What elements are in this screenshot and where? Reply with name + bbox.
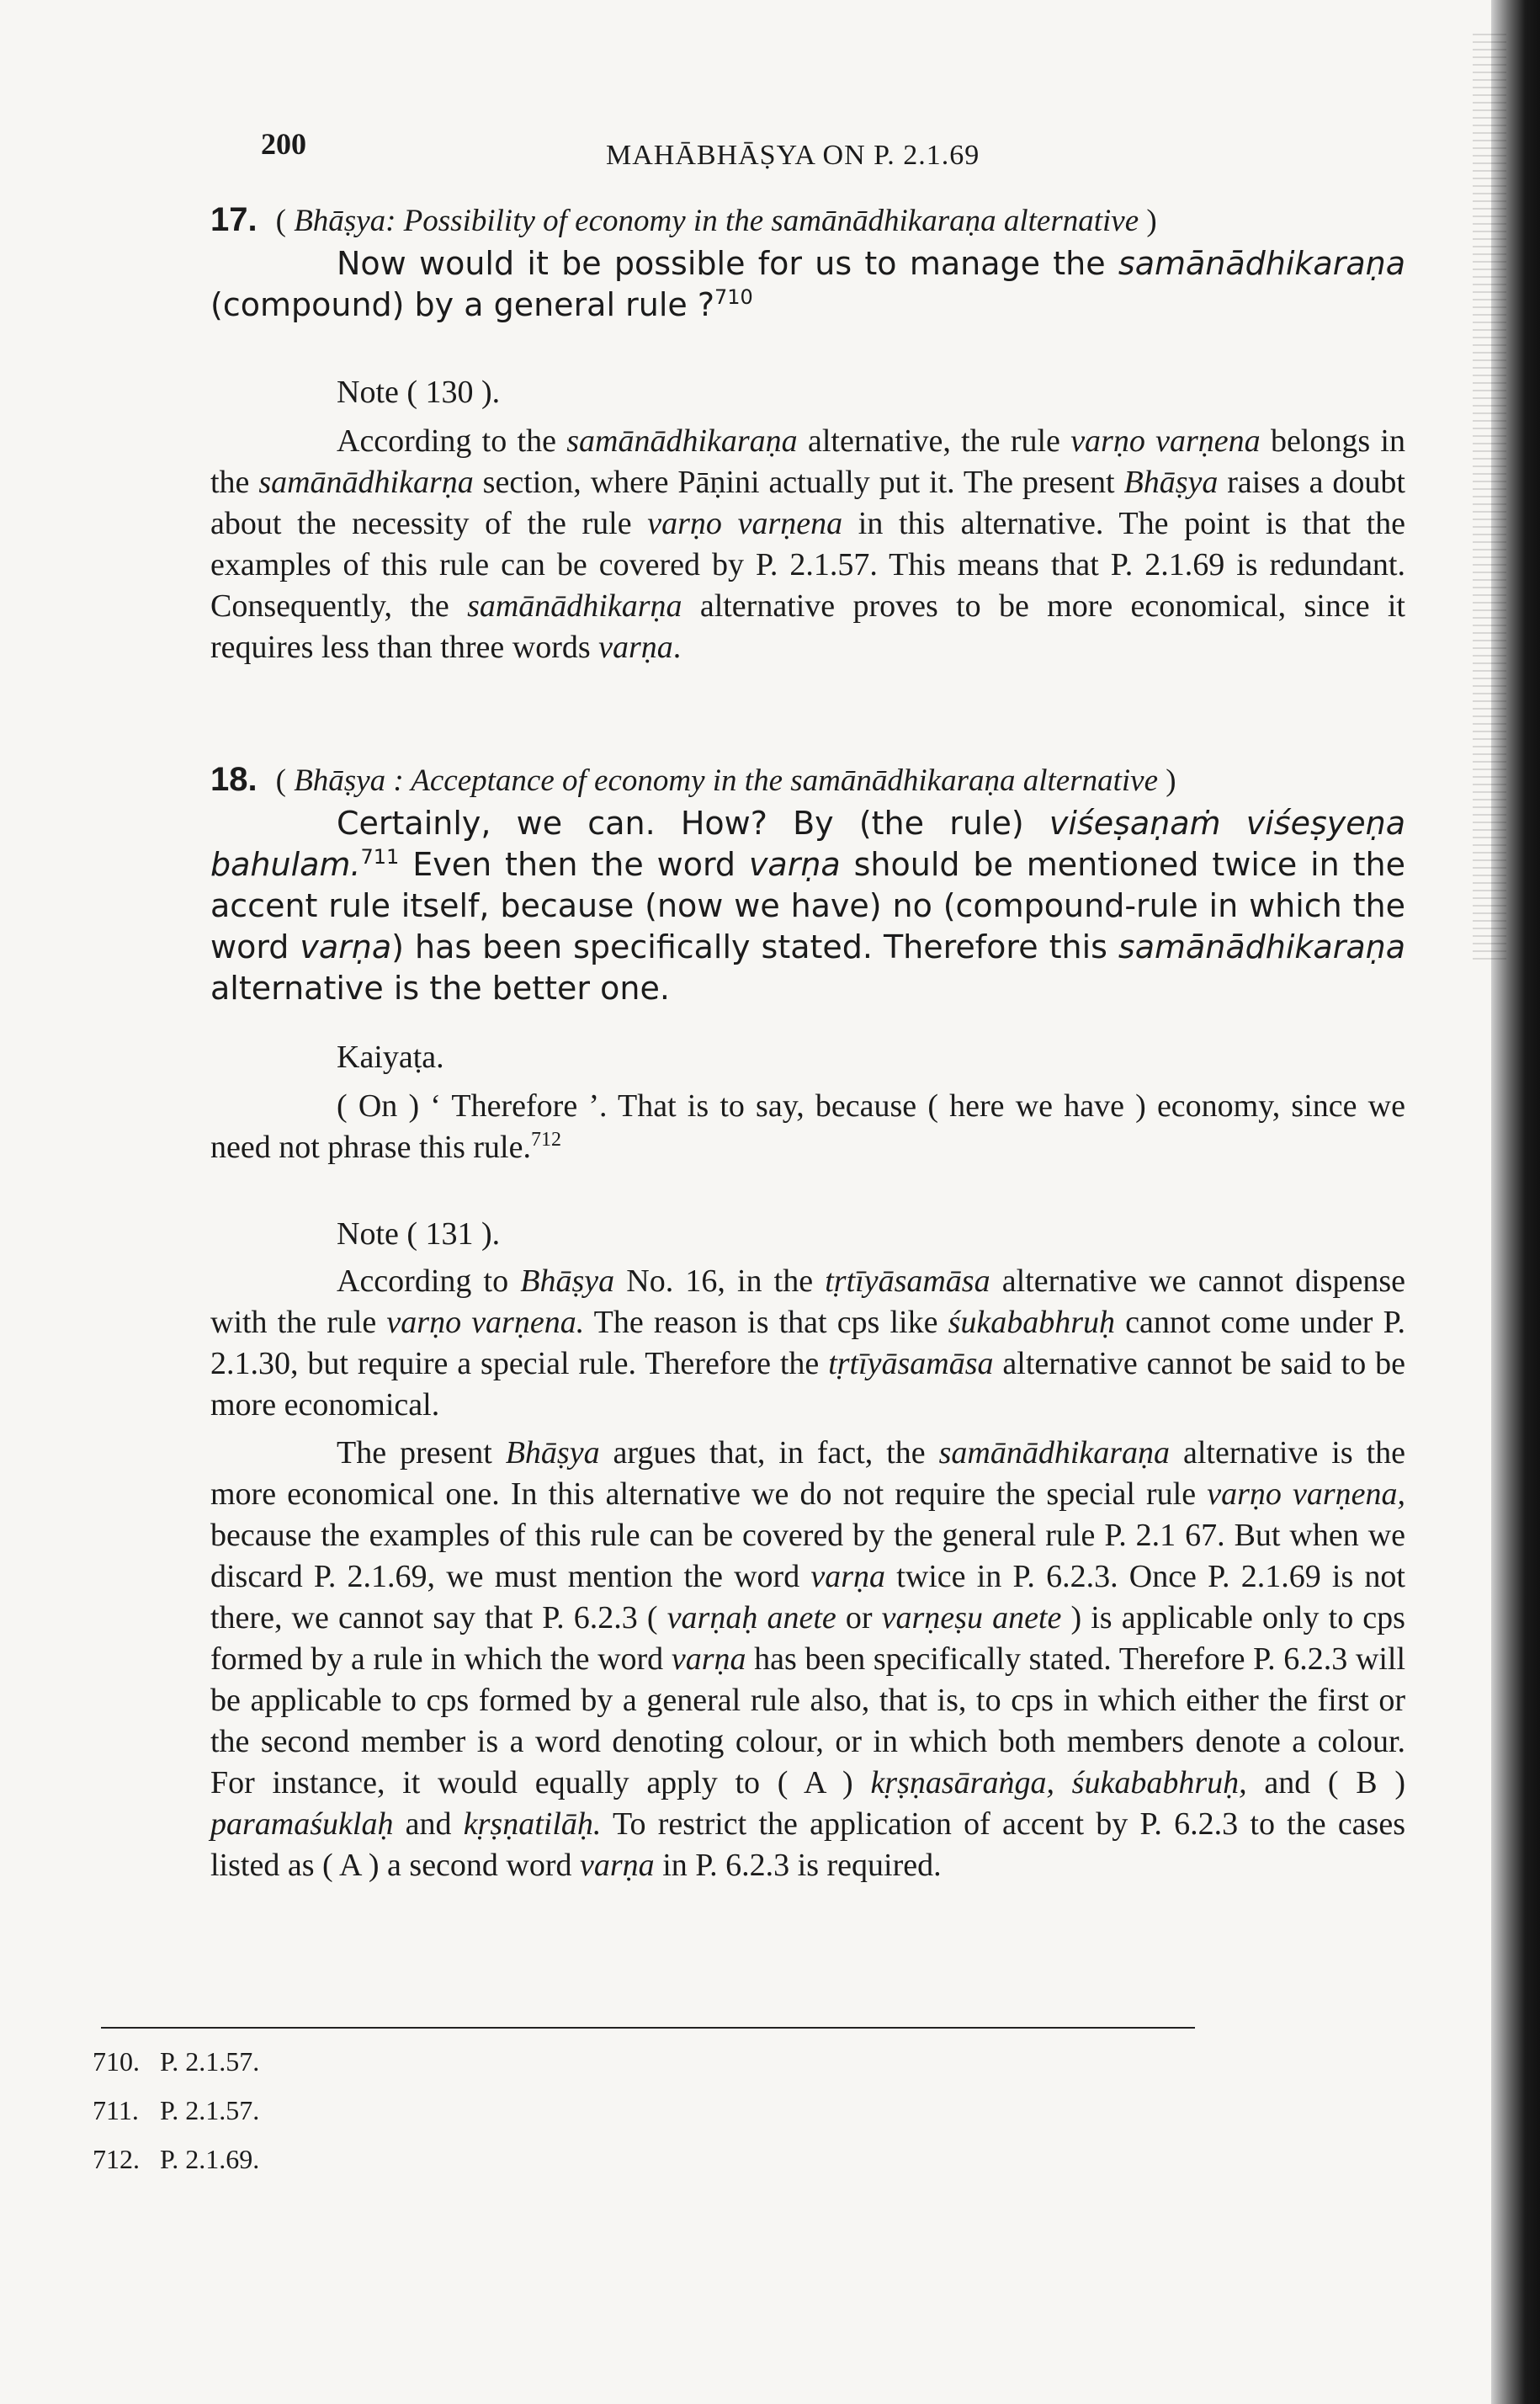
- text-run: and: [393, 1806, 464, 1842]
- text-run: raises a doubt about the necessity of the rule: [210, 465, 1405, 541]
- footnote-number: 710.: [93, 2046, 140, 2077]
- paren-open: (: [275, 204, 286, 238]
- paren-close: ): [1146, 204, 1157, 238]
- note-130-label: Note ( 130 ).: [337, 375, 501, 410]
- italic-term: varṇaḥ anete: [666, 1600, 836, 1635]
- italic-term: kṛṣṇasāraṅga, śukababhruḥ,: [870, 1765, 1247, 1800]
- italic-term: samānādhikaraṇa: [938, 1435, 1171, 1471]
- italic-term: varṇa: [580, 1848, 655, 1883]
- text-run: Even then the word: [399, 846, 749, 883]
- text-run: should be mentioned twice in the accent rule itself, because (now we have) no (compound-rule in which the word: [210, 846, 1406, 965]
- italic-term: varṇa: [300, 928, 392, 965]
- text-run: and ( B ): [1246, 1765, 1405, 1800]
- text-run: cannot come under P. 2.1.30, but require a special rule. Therefore the: [210, 1305, 1406, 1381]
- footnote-ref-712[interactable]: 712: [530, 1129, 561, 1151]
- section-17-text: [210, 243, 1405, 326]
- text-run: The present: [337, 1435, 506, 1471]
- footnote-text: P. 2.1.57.: [160, 2095, 260, 2125]
- text-run: in P. 6.2.3 is required.: [654, 1848, 942, 1883]
- italic-term: samānādhikaraṇa: [566, 423, 798, 459]
- section-17-number: 17.: [210, 201, 258, 238]
- kaiyata-label: Kaiyaṭa.: [337, 1040, 444, 1075]
- italic-term: Bhāṣya: [520, 1263, 615, 1299]
- italic-term: varṇa: [748, 846, 841, 883]
- text-run: No. 16, in the: [614, 1263, 826, 1299]
- section-17: [210, 198, 1405, 326]
- note-130-text: [210, 421, 1405, 668]
- italic-term: paramaśuklaḥ: [210, 1806, 394, 1842]
- text-run: alternative proves to be more economical, since it requires less than three words: [210, 588, 1405, 665]
- text-run: .: [672, 630, 682, 665]
- text-run: twice in P. 6.2.3. Once P. 2.1.69 is not there, we cannot say that P. 6.2.3 (: [210, 1559, 1405, 1635]
- italic-term: Bhāṣya: [505, 1435, 600, 1471]
- italic-term: varṇeṣu anete: [881, 1600, 1062, 1635]
- text-run: (compound) by a general rule ?: [210, 286, 715, 323]
- text-run: The reason is that cps like: [584, 1305, 948, 1340]
- italic-term: varṇa: [671, 1641, 746, 1677]
- text-run: alternative, the rule: [797, 423, 1071, 459]
- paren-open: (: [275, 763, 286, 798]
- page-number: 200: [261, 127, 306, 161]
- section-17-heading: [210, 198, 1405, 243]
- footnote-number: 712.: [93, 2144, 140, 2174]
- italic-term: tṛtīyāsamāsa: [828, 1346, 994, 1381]
- note-130: [210, 370, 1405, 668]
- italic-term: varṇo varṇena.: [386, 1305, 585, 1340]
- note-131-para-2: [210, 1433, 1405, 1886]
- italic-term: tṛtīyāsamāsa: [825, 1263, 990, 1299]
- italic-term: samānādhikaraṇa: [1118, 245, 1405, 282]
- section-17-title: Bhāṣya: Possibility of economy in the samānādhikaraṇa alternative: [294, 204, 1139, 238]
- section-18-text: [210, 803, 1405, 1009]
- footnote-ref-710[interactable]: 710: [714, 285, 753, 309]
- book-page: [210, 118, 1406, 1883]
- italic-term: viśeṣaṇaṁ viśeṣyeṇa bahulam.: [210, 805, 1405, 883]
- running-head: MAHĀBHĀṢYA ON P. 2.1.69: [606, 140, 980, 171]
- section-18-title: Bhāṣya : Acceptance of economy in the samānādhikaraṇa alternative: [294, 763, 1159, 798]
- text-run: section, where Pāṇini actually put it. The present: [473, 465, 1124, 500]
- footnote-ref-711[interactable]: 711: [360, 845, 400, 869]
- footnotes: [93, 2037, 259, 2183]
- note-131-para-1: [210, 1261, 1405, 1426]
- italic-term: samānādhikarṇa: [258, 465, 474, 500]
- italic-term: śukababhruḥ: [948, 1305, 1116, 1340]
- italic-term: kṛṣṇatilāḥ.: [463, 1806, 602, 1842]
- text-run: or: [836, 1600, 882, 1635]
- kaiyata-text: [210, 1086, 1405, 1168]
- page-header: [210, 118, 1405, 185]
- footnote-text: P. 2.1.57.: [160, 2046, 260, 2077]
- text-run: ) is applicable only to cps formed by a rule in which the word: [210, 1600, 1405, 1677]
- italic-term: varṇo varṇena,: [1207, 1476, 1405, 1512]
- text-run: ) has been specifically stated. Therefore this: [391, 928, 1118, 965]
- note-131-label: Note ( 131 ).: [337, 1216, 501, 1252]
- text-run: belongs in the: [210, 423, 1405, 500]
- text-run: argues that, in fact, the: [599, 1435, 939, 1471]
- italic-term: varṇa: [810, 1559, 886, 1594]
- italic-term: varṇo varṇena: [1070, 423, 1261, 459]
- text-run: According to the: [337, 423, 567, 459]
- italic-term: samānādhikaraṇa: [1118, 928, 1405, 965]
- footnote-number: 711.: [93, 2095, 139, 2125]
- text-run: To restrict the application of accent by P. 6.2.3 to the cases listed as ( A ) a second word: [210, 1806, 1405, 1883]
- section-18: [210, 758, 1405, 1009]
- section-18-number: 18.: [210, 761, 258, 798]
- italic-term: varṇa: [598, 630, 673, 665]
- footnote-712: [93, 2135, 259, 2183]
- note-131: [210, 1212, 1405, 1886]
- text-run: alternative is the better one.: [210, 970, 670, 1007]
- footnote-text: P. 2.1.69.: [160, 2144, 260, 2174]
- footnote-710: [93, 2037, 259, 2086]
- text-run: alternative is the more economical one. In this alternative we do not require the special rule: [210, 1435, 1405, 1512]
- text-run: alternative cannot be said to be more economical.: [210, 1346, 1405, 1423]
- italic-term: varṇo varṇena: [647, 506, 843, 541]
- text-run: because the examples of this rule can be covered by the general rule P. 2.1 67. But when we discard P. 2.1.69, we must mention the word: [210, 1518, 1405, 1594]
- text-run: Now would it be possible for us to manage the: [337, 245, 1118, 282]
- paren-close: ): [1166, 763, 1176, 798]
- text-run: Certainly, we can. How? By (the rule): [337, 805, 1049, 842]
- text-run: According to: [337, 1263, 521, 1299]
- spine-edge-texture: [1473, 34, 1506, 960]
- kaiyata-commentary: [210, 1035, 1405, 1168]
- text-run: has been specifically stated. Therefore P. 6.2.3 will be applicable to cps formed by a general rule also, that is, to cps in which either the first or the second member is a word denoting colour, or in which both members denote a colour. For instance, it would equally apply to ( A ): [210, 1641, 1405, 1800]
- italic-term: Bhāṣya: [1123, 465, 1219, 500]
- section-18-heading: [210, 758, 1405, 803]
- footnote-711: [93, 2086, 259, 2135]
- text-run: in this alternative. The point is that the examples of this rule can be covered by P. 2.1.57. This means that P. 2.1.69 is redundant. Consequently, the: [210, 506, 1405, 624]
- text-run: ( On ) ‘ Therefore ’. That is to say, because ( here we have ) economy, since we need not phrase this rule.: [210, 1088, 1405, 1165]
- text-run: alternative we cannot dispense with the rule: [210, 1263, 1405, 1340]
- footnote-divider: [101, 2027, 1195, 2029]
- italic-term: samānādhikarṇa: [467, 588, 682, 624]
